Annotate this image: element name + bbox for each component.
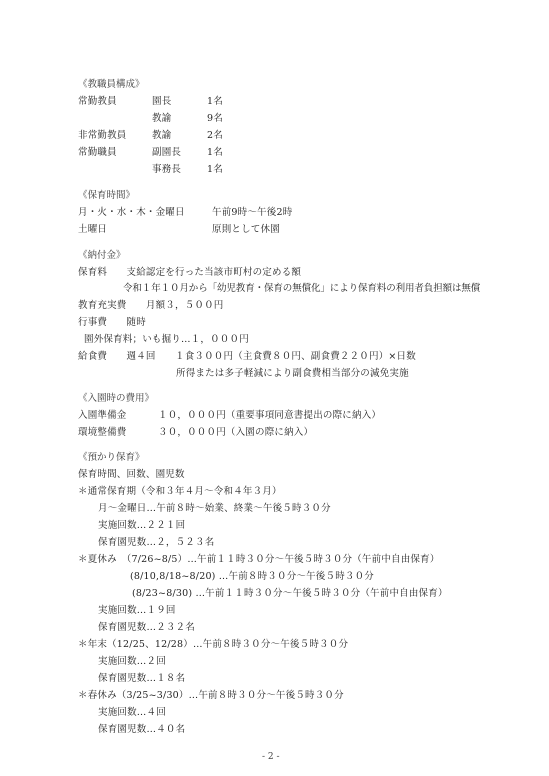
admission-heading: 《入園時の費用》 [78,393,155,404]
childcare-line: 実施回数…４回 [98,707,166,718]
childcare-line: 実施回数…２２１回 [98,520,186,531]
fees-line: 教育充実費 月額３，５００円 [78,300,224,311]
childcare-heading: 《預かり保育》 [78,452,145,463]
staff-count: 1名 [207,96,223,107]
staff-heading: 《教職員構成》 [78,79,145,90]
staff-count: 9名 [207,113,223,124]
fees-line: 園外保育料；いも掘り…１，０００円 [84,334,249,345]
childcare-line: ＊春休み（3/25~3/30）…午前８時３０分～午後５時３０分 [78,690,344,701]
childcare-line: ＊夏休み （7/26~8/5）…午前１１時３０分～午後５時３０分（午前中自由保育） [78,554,440,565]
hours-days: 土曜日 [78,224,108,235]
childcare-line: ＊通常保育期（令和３年４月～令和４年３月） [78,486,282,497]
staff-role: 副園長 [152,147,182,158]
childcare-line: 月～金曜日…午前８時～始業、終業～午後５時３０分 [98,503,331,514]
fees-line: 令和１年１０月から「幼児教育・保育の無償化」により保育料の利用者負担額は無償 [123,283,481,294]
admission-amount: １０，０００円（重要事項同意書提出の際に納入） [158,410,382,421]
childcare-line: ＊年末（12/25、12/28）…午前８時３０分～午後５時３０分 [78,639,349,650]
staff-role: 教諭 [152,130,172,141]
childcare-line: 保育園児数…４０名 [98,724,186,735]
staff-role: 園長 [152,96,172,107]
staff-category: 非常勤教員 [78,130,127,141]
fees-line: 給食費 週４回 １食３００円（主食費８０円、副食費２２０円）×日数 [78,351,416,362]
childcare-line: 保育園児数…２，５２３名 [98,537,215,548]
staff-role: 教諭 [152,113,172,124]
childcare-line: (8/10,8/18~8/20) …午前８時３０分～午後５時３０分 [130,571,375,582]
fees-line: 所得または多子軽減により副食費相当部分の減免実施 [176,368,409,379]
childcare-line: 保育園児数…２３２名 [98,622,196,633]
hours-heading: 《保育時間》 [78,190,136,201]
fees-line: 保育料 支給認定を行った当該市町村の定める額 [78,267,302,278]
staff-count: 1名 [207,164,223,175]
staff-category: 常勤教員 [78,96,117,107]
staff-category: 常勤職員 [78,147,117,158]
page-number: - 2 - [262,752,280,762]
admission-label: 入園準備金 [78,410,127,421]
staff-role: 事務長 [152,164,182,175]
fees-heading: 《納付金》 [78,250,126,261]
fees-line: 行事費 随時 [78,317,146,328]
admission-label: 環境整備費 [78,427,127,438]
staff-count: 1名 [207,147,223,158]
childcare-line: 実施回数…１９回 [98,605,176,616]
hours-days: 月・火・水・木・金曜日 [78,207,185,218]
hours-time: 原則として休園 [212,224,280,235]
admission-amount: ３０，０００円（入園の際に納入） [158,427,314,438]
staff-count: 2名 [207,130,223,141]
childcare-line: 実施回数…２回 [98,656,166,667]
childcare-line: 保育時間、回数、園児数 [78,469,185,480]
hours-time: 午前9時～午後2時 [212,207,293,218]
childcare-line: (8/23~8/30) …午前１１時３０分～午後５時３０分（午前中自由保育） [132,588,448,599]
childcare-line: 保育園児数…１８名 [98,673,186,684]
